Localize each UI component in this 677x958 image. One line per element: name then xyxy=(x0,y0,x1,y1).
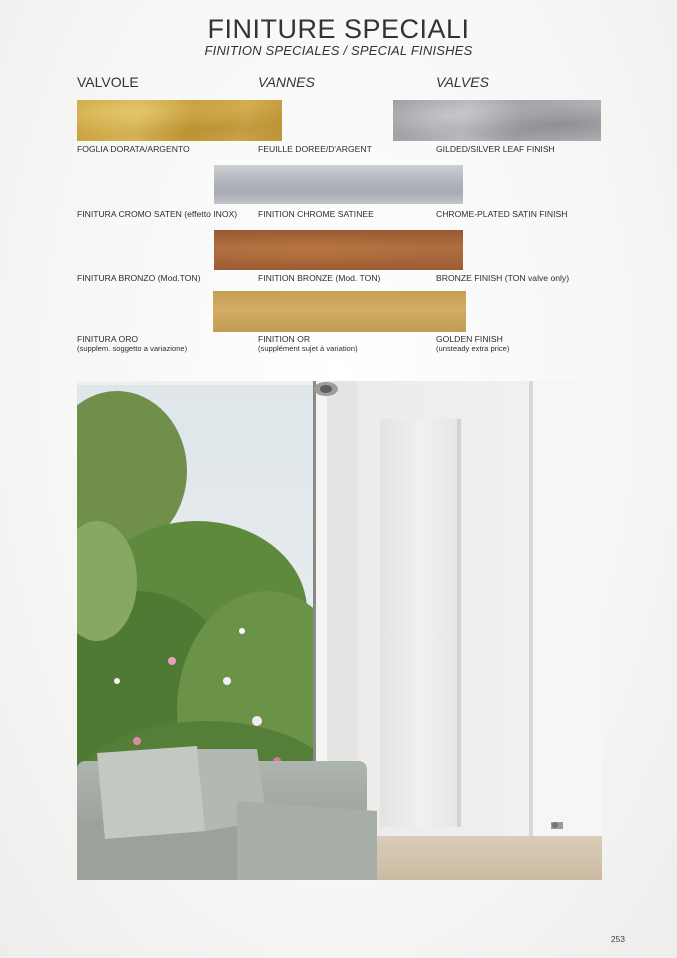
finish-label-fr: FINITION CHROME SATINEE xyxy=(258,209,374,219)
ceiling-spotlight xyxy=(314,382,338,396)
product-photo xyxy=(77,381,602,880)
column-heading-italian: VALVOLE xyxy=(77,74,139,90)
finish-label-en: GILDED/SILVER LEAF FINISH xyxy=(436,144,555,154)
gold-swatch xyxy=(213,291,466,332)
radiator-room-illustration xyxy=(77,381,602,880)
finish-note-en: (unsteady extra price) xyxy=(436,344,510,353)
finish-label-fr: FINITION BRONZE (Mod. TON) xyxy=(258,273,381,283)
finish-label-en: GOLDEN FINISH xyxy=(436,334,503,344)
radiator-valve xyxy=(551,822,563,829)
page-number: 253 xyxy=(610,934,625,944)
bronze-swatch xyxy=(214,230,463,270)
finish-label-fr: FINITION OR xyxy=(258,334,311,344)
finish-label-it: FOGLIA DORATA/ARGENTO xyxy=(77,144,190,154)
page-subtitle: FINITION SPECIALES / SPECIAL FINISHES xyxy=(204,43,473,58)
finish-label-it: FINITURA BRONZO (Mod.TON) xyxy=(77,273,201,283)
finish-label-en: BRONZE FINISH (TON valve only) xyxy=(436,273,570,283)
finish-label-fr: FEUILLE DOREE/D'ARGENT xyxy=(258,144,372,154)
column-heading-french: VANNES xyxy=(258,74,315,90)
silver-leaf-swatch xyxy=(393,100,601,141)
radiator-panel xyxy=(380,419,461,827)
gold-leaf-swatch xyxy=(77,100,282,141)
column-heading-english: VALVES xyxy=(436,74,489,90)
page-title: FINITURE SPECIALI xyxy=(207,14,470,44)
chrome-satin-swatch xyxy=(214,165,463,204)
finish-label-it: FINITURA CROMO SATEN (effetto INOX) xyxy=(77,209,238,219)
finish-label-it: FINITURA ORO xyxy=(77,334,139,344)
finish-note-fr: (supplément sujet à variation) xyxy=(258,344,358,353)
finish-note-it: (supplem. soggetto a variazione) xyxy=(77,344,188,353)
finish-label-en: CHROME-PLATED SATIN FINISH xyxy=(436,209,568,219)
sofa xyxy=(77,746,377,880)
